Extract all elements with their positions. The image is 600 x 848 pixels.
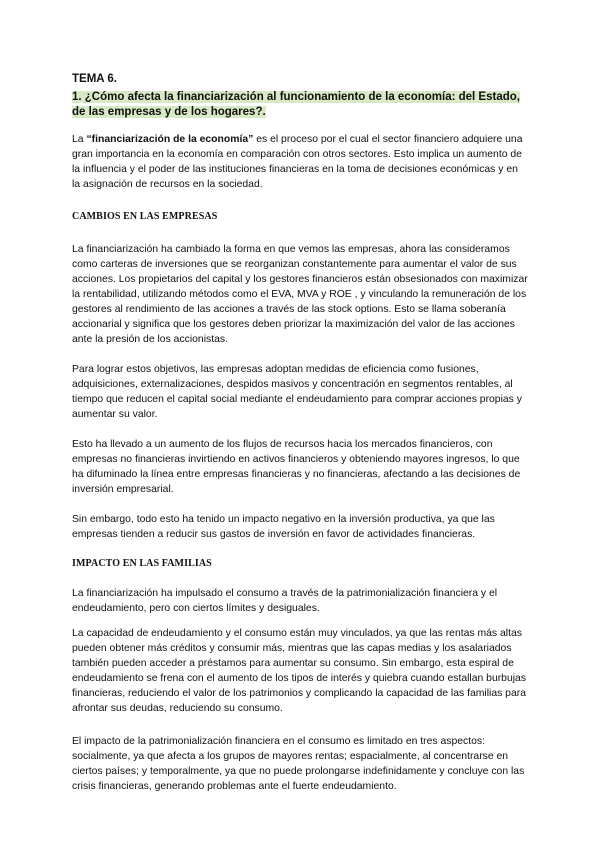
familias-paragraph-1: La financiarización ha impulsado el consumo a través de la patrimonialización financiera y el endeudamiento, pero con ciertos límites y desiguales. (72, 588, 498, 614)
section-heading-familias: IMPACTO EN LAS FAMILIAS (72, 558, 212, 569)
familias-paragraph-2: La capacidad de endeudamiento y el consumo están muy vinculados, ya que las rentas más altas pueden obtener más créditos y consumir más, mientras que las capas medias y los asalariados también pueden acceder a préstamos para aumentar su consumo. Sin embargo, esta espiral de endeudamiento se frena con el aumento de los tipos de interés y quiebra cuando estallan burbujas financieras, reduciendo el valor de los patrimonios y complicando la capacidad de las familias para afrontar sus deudas, reduciendo su consumo. (72, 628, 527, 714)
intro-bold-term: “financiarización de la economía” (86, 134, 254, 145)
question-highlight: 1. ¿Cómo afecta la financiarización al funcionamiento de la economía: del Estado, de las empresas y de los hogares?. (72, 91, 520, 118)
familias-paragraph-3: El impacto de la patrimonialización financiera en el consumo es limitado en tres aspectos: socialmente, ya que afecta a los grupos de mayores rentas; espacialmente, al concentrarse en ciertos países; y temporalmente, ya que no puede prolongarse indefinidamente y concluye con las crisis financieras, generando problemas ante el fuerte endeudamiento. (72, 736, 525, 792)
intro-post: es el proceso por el cual el sector financiero adquiere una gran importancia en la economía en comparación con otros sectores. Esto implica un aumento de la influencia y el poder de las instituciones financieras en la toma de decisiones económicas y en la asignación de recursos en la sociedad. (72, 134, 523, 190)
empresas-paragraph-2: Para lograr estos objetivos, las empresas adoptan medidas de eficiencia como fusiones, adquisiciones, externalizaciones, despidos masivos y concentración en segmentos rentables, al tiempo que reducen el capital social mediante el endeudamiento para comprar acciones propias y aumentar su valor. (72, 364, 522, 420)
empresas-paragraph-3: Esto ha llevado a un aumento de los flujos de recursos hacia los mercados financieros, con empresas no financieras invirtiendo en activos financieros y obteniendo mayores ingresos, lo que ha difuminado la línea entre empresas financieras y no financieras, afectando a las decisiones de inversión empresarial. (72, 439, 521, 495)
intro-pre: La (72, 134, 87, 145)
intro-paragraph (72, 132, 528, 192)
tema-title: TEMA 6. (72, 73, 117, 85)
empresas-paragraph-1: La financiarización ha cambiado la forma en que vemos las empresas, ahora las consideramos como carteras de inversiones que se reorganizan constantemente para aumentar el valor de sus acciones. Los propietarios del capital y los gestores financieros están obsesionados con maximizar la rentabilidad, utilizando métodos como el EVA, MVA y ROE , y vinculando la remuneración de los gestores al rendimiento de las acciones a través de las stock options. Esto se llama soberanía accionarial y significa que los gestores deben priorizar la maximización del valor de las acciones ante la presión de los accionistas. (72, 244, 528, 345)
empresas-paragraph-4: Sin embargo, todo esto ha tenido un impacto negativo en la inversión productiva, ya que las empresas tienden a reducir sus gastos de inversión en favor de actividades financieras. (72, 514, 495, 540)
section-heading-empresas: CAMBIOS EN LAS EMPRESAS (72, 211, 218, 222)
question-heading (72, 90, 528, 120)
